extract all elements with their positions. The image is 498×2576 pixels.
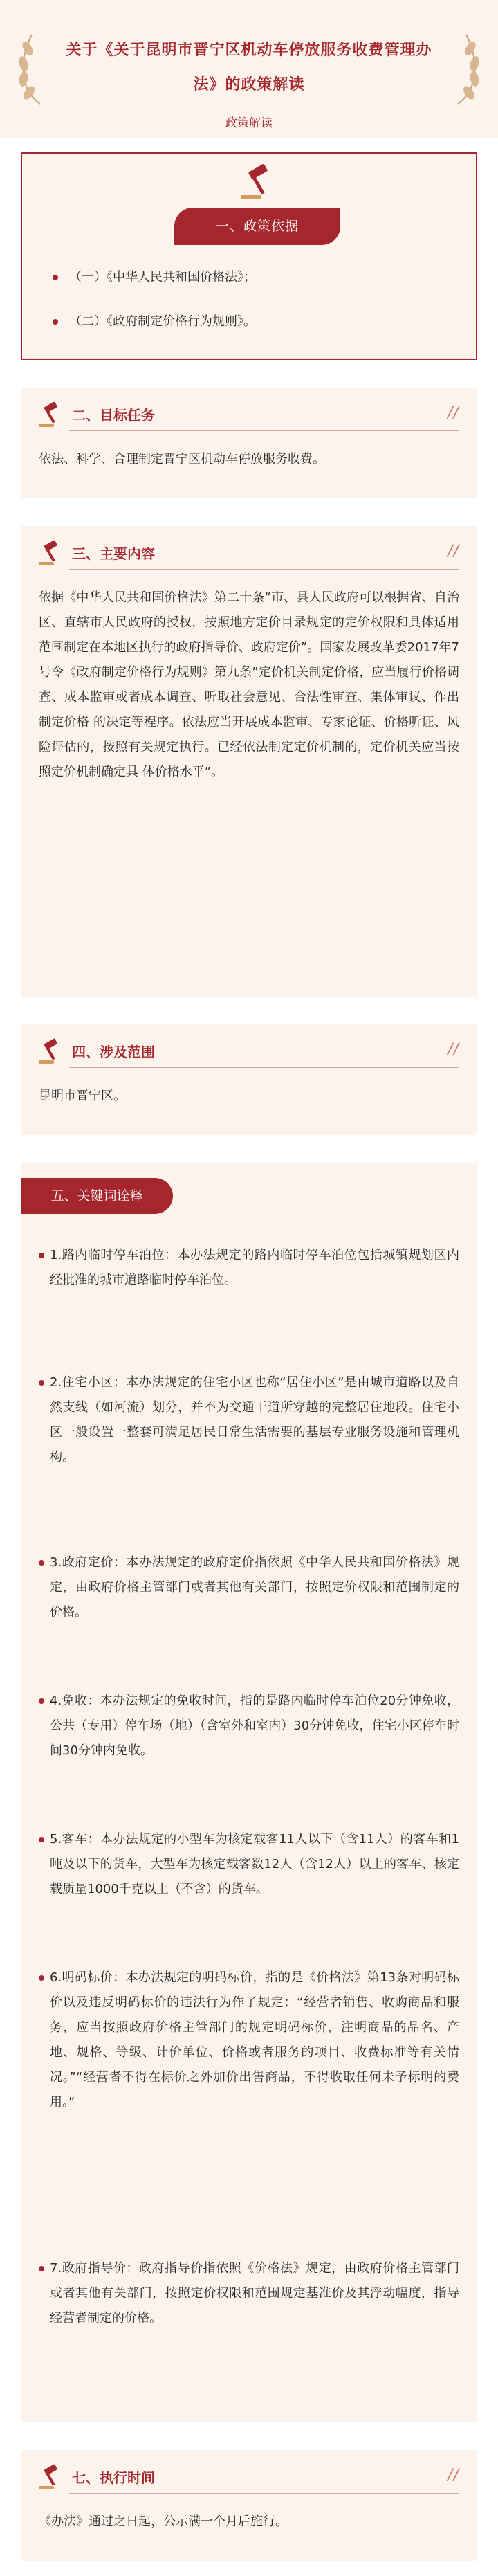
bullet-icon	[39, 1698, 44, 1704]
section-body: 昆明市晋宁区。	[39, 1089, 126, 1103]
decor-slashes: //	[448, 543, 459, 560]
keyword-item: 5.客车：本办法规定的小型车为核定载客11人以下（含11人）的客车和1吨及以下的货车，大型车为核定载客数12人（含12人）以上的客车、核定载质量1000千克以上（不含）的货车。	[39, 1827, 459, 1902]
gavel-icon	[36, 1038, 65, 1064]
section-divider	[69, 2493, 459, 2494]
bullet-icon	[39, 1560, 44, 1566]
keyword-item: 6.明码标价：本办法规定的明码标价，指的是《价格法》第13条对明码标价以及违反明码标价的违法行为作了规定：“经营者销售、收购商品和服务，应当按照政府价格主管部门的规定明码标价，注明商品的品名、产地、规格、等级、计价单位、价格或者服务的项目、收费标准等有关情况。”“经营者不得在标价之外加价出售商品，不得收取任何未予标明的费用。”	[39, 1966, 459, 2115]
gavel-icon	[237, 163, 278, 202]
policy-basis-box	[21, 152, 477, 360]
gavel-icon	[36, 2464, 65, 2490]
bullet-icon	[39, 1975, 44, 1981]
page-subtitle: 政策解读	[225, 116, 273, 130]
section-keywords	[21, 1163, 477, 2422]
section-header	[21, 1024, 477, 1073]
section-body: 《办法》通过之日起，公示满一个月后施行。	[39, 2514, 288, 2529]
section-tag-basis: 一、政策依据	[174, 208, 340, 245]
section-tag-keywords: 五、关键词诠释	[21, 1178, 173, 1214]
section-header	[21, 526, 477, 574]
keyword-item: 3.政府定价：本办法规定的政府定价指依照《中华人民共和国价格法》规定，由政府价格主管部门或者其他有关部门，按照定价权限和范围制定的价格。	[39, 1550, 459, 1625]
section-title: 二、目标任务	[72, 407, 155, 424]
section-divider	[69, 569, 459, 570]
page-title: 关于《关于昆明市晋宁区机动车停放服务收费管理办法》的政策解读	[66, 42, 432, 93]
header	[0, 0, 498, 138]
decor-slashes: //	[448, 2467, 459, 2484]
section-title: 四、涉及范围	[72, 1044, 155, 1060]
keyword-item: 2.住宅小区：本办法规定的住宅小区也称“居住小区”是由城市道路以及自然支线（如河流）划分，并不为交通干道所穿越的完整居住地段。住宅小区一般设置一整套可满足居民日常生活需要的基层专业服务设施和管理机构。	[39, 1370, 459, 1470]
section-content	[21, 526, 477, 997]
bullet-icon	[39, 2266, 44, 2271]
laurel-icon	[14, 28, 46, 111]
section-header	[21, 388, 477, 436]
section-header	[21, 2450, 477, 2498]
section-execution	[21, 2450, 477, 2561]
section-divider	[69, 1067, 459, 1068]
keyword-item: 1.路内临时停车泊位：本办法规定的路内临时停车泊位包括城镇规划区内经批准的城市道路临时停车泊位。	[39, 1243, 459, 1293]
bullet-icon	[39, 1837, 44, 1842]
gavel-icon	[36, 401, 65, 428]
section-scope	[21, 1024, 477, 1135]
laurel-icon	[452, 28, 484, 111]
section-divider	[69, 430, 459, 431]
bullet-icon	[39, 1253, 44, 1258]
section-body: 依法、科学、合理制定晋宁区机动车停放服务收费。	[39, 452, 325, 466]
keyword-item: 7.政府指导价：政府指导价指依照《价格法》规定，由政府价格主管部门或者其他有关部门，按照定价权限和范围规定基准价及其浮动幅度，指导经营者制定的价格。	[39, 2256, 459, 2331]
keyword-item: 4.免收：本办法规定的免收时间，指的是路内临时停车泊位20分钟免收，公共（专用）停车场（地）（含室外和室内）30分钟免收，住宅小区停车时间30分钟内免收。	[39, 1689, 459, 1763]
decor-slashes: //	[448, 404, 459, 421]
decor-slashes: //	[448, 1041, 459, 1058]
basis-item: （二）《政府制定价格行为规则》。	[53, 313, 256, 331]
basis-item: （一）《中华人民共和国价格法》；	[53, 269, 256, 287]
section-goal	[21, 388, 477, 498]
section-title: 三、主要内容	[72, 545, 155, 562]
bullet-icon	[53, 275, 58, 280]
gavel-icon	[36, 540, 65, 566]
section-title: 七、执行时间	[72, 2469, 155, 2486]
bullet-icon	[39, 1380, 44, 1386]
bullet-icon	[53, 319, 58, 325]
section-body: 依据《中华人民共和国价格法》第二十条“市、县人民政府可以根据省、自治区、直辖市人民政府的授权，按照地方定价目录规定的定价权限和具体适用范围制定在本地区执行的政府指导价、政府定价”。国家发展改革委2017年7号令《政府制定价格行为规则》第九条”定价机关制定价格，应当履行价格调查、成本监审或者成本调查、听取社会意见、合法性审查、集体审议、作出制定价格 的决定等程序。依法应当开展成本监审、专家论证、价格听证、风险评估的，按照有关规定执行。已经依法制定定价机制的，定价机关应当按照定价机制确定具 体价格水平”。	[39, 590, 459, 779]
